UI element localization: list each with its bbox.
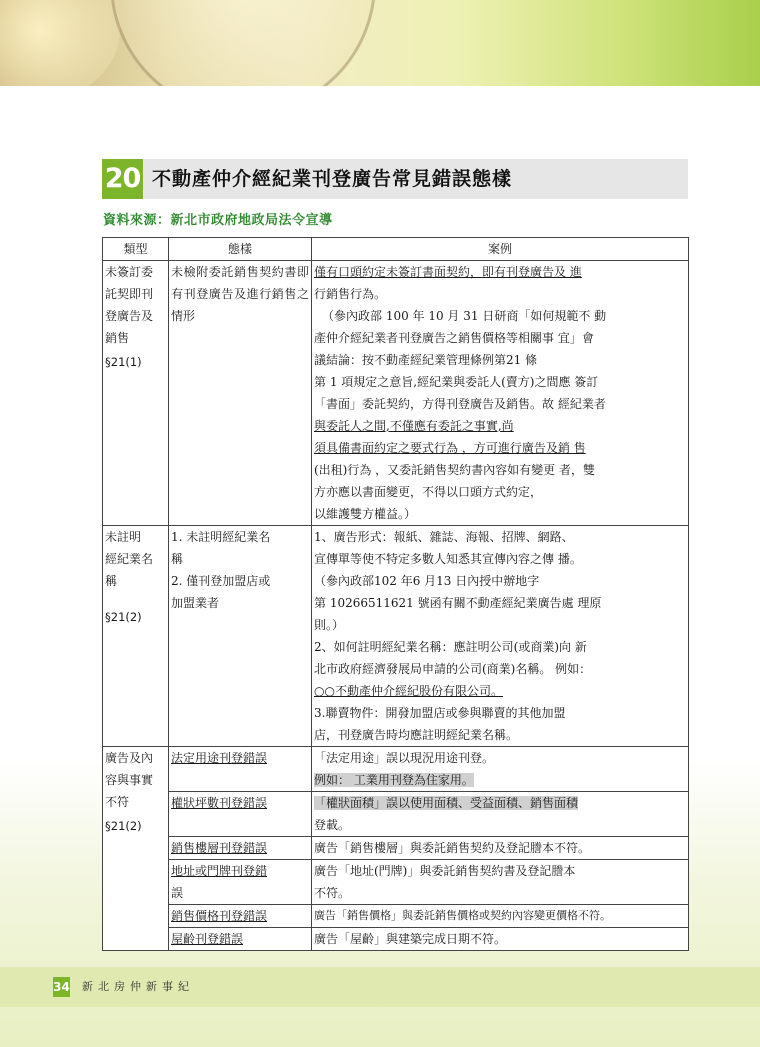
pattern-cell [169, 747, 312, 792]
pattern-line: 誤 [171, 886, 184, 900]
category-line: 容與事實 [105, 773, 154, 787]
pattern-cell [169, 905, 312, 928]
category-line: 未註明 [105, 530, 142, 544]
case-line: 「法定用途」誤以現況用途刊登。 [314, 751, 495, 765]
law-reference: §21(2) [105, 610, 142, 624]
top-banner-image [0, 0, 760, 86]
section-number-badge: 20 [102, 159, 143, 199]
header-type: 類型 [103, 238, 169, 261]
case-line: (出租)行為 ，又委託銷售契約書內容如有變更 者，雙 [314, 463, 595, 477]
pattern-text: 銷售價格刊登錯誤 [171, 909, 268, 923]
banner-glow [0, 0, 120, 86]
case-line: 北市政府經濟發展局申請的公司(商業)名稱。 例如： [314, 662, 592, 676]
category-line: 經紀業名 [105, 552, 154, 566]
publication-name: 新北房仲新事紀 [82, 980, 194, 993]
error-patterns-table [102, 237, 689, 951]
highlighted-example: 「權狀面積」誤以使用面積、受益面積、銷售面積 [314, 796, 579, 810]
pattern-cell [169, 526, 312, 747]
case-line: 以維護雙方權益。） [314, 507, 417, 521]
pattern-text: 屋齡刊登錯誤 [171, 932, 244, 946]
section-title: 不動產仲介經紀業刊登廣告常見錯誤態樣 [152, 168, 513, 190]
pattern-line: 地址或門牌刊登錯 [171, 864, 268, 878]
case-line: 則。） [314, 618, 345, 632]
case-line: 3.聯賣物件：開發加盟店或參與聯賣的其他加盟 [314, 706, 566, 720]
pattern-cell [169, 261, 312, 526]
case-cell [312, 792, 689, 837]
pattern-line: 稱 [171, 552, 184, 566]
category-cell [103, 261, 169, 526]
law-reference: §21(1) [105, 355, 142, 369]
case-cell [312, 837, 689, 860]
clock-decoration-icon [110, 0, 376, 86]
case-line: 議結論：按不動產經紀業管理條例第21 條 [314, 353, 538, 367]
pattern-text: 銷售樓層刊登錯誤 [171, 841, 268, 855]
table-row [103, 792, 689, 837]
case-line: 與委託人之間,不僅應有委託之事實,尚 [314, 419, 514, 433]
case-line: 廣告「地址(門牌)」與委託銷售契約書及登記謄本 [314, 864, 576, 878]
case-line: 1、廣告形式：報紙、雜誌、海報、招牌、網路、 [314, 530, 574, 544]
case-line: （參內政部 100 年 10 月 31 日研商「如何規範不 動 [322, 309, 607, 323]
case-line: 店，刊登廣告時均應註明經紀業名稱。 [314, 728, 519, 742]
case-line: 廣告「銷售樓層」與委託銷售契約及登記謄本不符。 [314, 841, 591, 855]
header-case: 案例 [312, 238, 689, 261]
case-line: 方亦應以書面變更，不得以口頭方式約定， [314, 485, 543, 499]
category-line: 不符 [105, 795, 130, 809]
case-line: 登載。 [314, 818, 351, 832]
case-line [314, 769, 686, 791]
header-pattern: 態樣 [169, 238, 312, 261]
category-cell [103, 747, 169, 951]
case-line: 須具備書面約定之要式行為 ，方可進行廣告及銷 售 [314, 441, 586, 455]
pattern-text: 未檢附委託銷售契約書即有刊登廣告及進行銷售之情形 [171, 265, 309, 323]
case-line: 第 1 項規定之意旨,經紀業與委託人(賣方)之間應 簽訂 [314, 375, 599, 389]
highlighted-example: 例如： 工業用刊登為住家用。 [314, 773, 474, 787]
pattern-text: 法定用途刊登錯誤 [171, 751, 268, 765]
case-line [314, 792, 686, 814]
case-cell [312, 860, 689, 905]
category-line: 登廣告及 [105, 309, 154, 323]
case-cell [312, 526, 689, 747]
pattern-cell [169, 837, 312, 860]
pattern-text: 權狀坪數刊登錯誤 [171, 796, 268, 810]
table-row [103, 747, 689, 792]
category-cell [103, 526, 169, 747]
table-row [103, 905, 689, 928]
pattern-cell [169, 928, 312, 951]
table-row [103, 261, 689, 526]
pattern-line: 1. 未註明經紀業名 [171, 530, 271, 544]
case-cell [312, 905, 689, 928]
case-line: 僅有口頭約定未簽訂書面契約，即有刊登廣告及 進 [314, 265, 582, 279]
table-row [103, 928, 689, 951]
table-header-row [103, 238, 689, 261]
category-line: 稱 [105, 574, 118, 588]
category-line: 廣告及內 [105, 751, 154, 765]
pattern-line: 2. 僅刊登加盟店或 [171, 574, 271, 588]
pattern-cell [169, 792, 312, 837]
case-line: （參內政部102 年6 月13 日內授中辦地字 [314, 574, 540, 588]
category-line: 未簽訂委 [105, 265, 154, 279]
case-line: 廣告「銷售價格」與委託銷售價格或契約內容變更價格不符。 [314, 909, 611, 922]
pattern-line: 加盟業者 [171, 596, 220, 610]
case-line: 第 10266511621 號函有關不動產經紀業廣告處 理原 [314, 596, 602, 610]
case-line: 「書面」委託契約，方得刊登廣告及銷售。故 經紀業者 [314, 397, 606, 411]
page-number-badge: 34 [53, 977, 70, 997]
case-line: 產仲介經紀業者刊登廣告之銷售價格等相關事 宜」會 [314, 331, 594, 345]
case-cell [312, 747, 689, 792]
case-line: 不符。 [314, 886, 351, 900]
law-reference: §21(2) [105, 819, 142, 833]
case-line: 2、如何註明經紀業名稱：應註明公司(或商業)向 新 [314, 640, 587, 654]
case-cell [312, 261, 689, 526]
section-heading [102, 159, 688, 199]
source-note: 資料來源：新北市政府地政局法令宣導 [103, 213, 333, 228]
table-row [103, 860, 689, 905]
table-row [103, 526, 689, 747]
pattern-cell [169, 860, 312, 905]
case-line: ○○不動產仲介經紀股份有限公司。 [314, 684, 503, 698]
case-line: 廣告「屋齡」與建築完成日期不符。 [314, 932, 507, 946]
case-line: 宣傳單等使不特定多數人知悉其宣傳內容之傳 播。 [314, 552, 582, 566]
category-line: 託契即刊 [105, 287, 154, 301]
table-row [103, 837, 689, 860]
case-cell [312, 928, 689, 951]
case-line: 行銷售行為。 [314, 287, 387, 301]
category-line: 銷售 [105, 331, 130, 345]
